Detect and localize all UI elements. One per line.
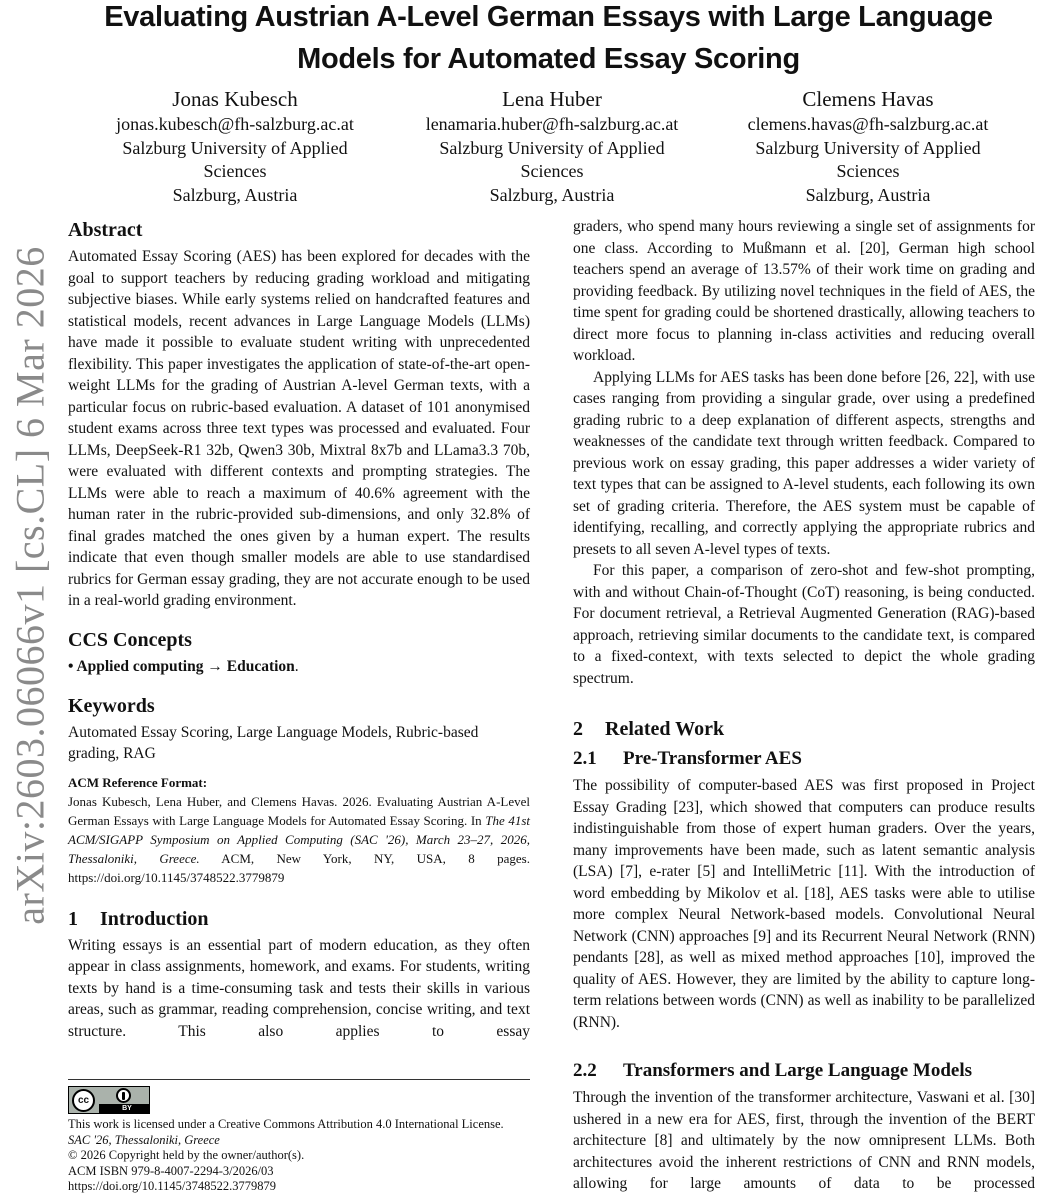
author-card xyxy=(75,86,395,207)
subsection-heading xyxy=(573,1057,1035,1084)
keywords-section xyxy=(68,692,530,765)
abstract-section xyxy=(68,216,530,612)
arxiv-identifier: arXiv:2603.06066v1 [cs.CL] 6 Mar 2026 xyxy=(7,245,53,925)
creative-commons-by-icon[interactable] xyxy=(68,1086,150,1114)
paper-title: Evaluating Austrian A-Level German Essays with Large Language Models for Automated Essay Scoring xyxy=(104,1,993,75)
copyright-text: © 2026 Copyright held by the owner/author(s). xyxy=(68,1148,305,1162)
acm-reference-heading: ACM Reference Format: xyxy=(68,774,208,790)
introduction-paragraph: Applying LLMs for AES tasks has been done before [26, 22], with use cases ranging from providing a singular grade, over using a predefined grading rubric to a deep explanation of different aspects, strengths and weaknesses of the candidate text through written feedback. Compared to previous work on essay grading, this paper addresses a wider variety of text types that can be assigned to A-level students, each following its own set of grading criteria. Therefore, the AES system must be capable of identifying, recalling, and correctly applying the appropriate rubrics and presets to all seven A-level types of texts. xyxy=(573,368,1035,558)
acm-reference-text xyxy=(68,792,530,887)
author-email[interactable]: clemens.havas@fh-salzburg.ac.at xyxy=(747,114,989,134)
acm-reference-suffix: ACM, New York, NY, USA, 8 pages. https://doi.org/10.1145/3748522.3779879 xyxy=(68,850,530,885)
author-affiliation: Salzburg University of Applied xyxy=(439,137,665,158)
subsection-title: Pre-Transformer AES xyxy=(623,748,802,769)
venue-text: SAC '26, Thessaloniki, Greece xyxy=(68,1132,220,1147)
acm-reference-prefix: Jonas Kubesch, Lena Huber, and Clemens Havas. 2026. Evaluating Austrian A-Level German Essays with Large Language Models for Automated Essay Scoring. In xyxy=(68,793,530,828)
arxiv-stamp xyxy=(0,210,60,960)
author-location: Salzburg, Austria xyxy=(489,184,615,205)
attribution-person-icon xyxy=(116,1088,131,1103)
author-name: Lena Huber xyxy=(502,87,602,111)
doi-link[interactable]: https://doi.org/10.1145/3748522.3779879 xyxy=(68,1179,276,1193)
ccs-heading: CCS Concepts xyxy=(68,628,192,651)
license-text: This work is licensed under a Creative Commons Attribution 4.0 International License. xyxy=(68,1117,504,1131)
abstract-heading: Abstract xyxy=(68,219,143,241)
author-affiliation: Salzburg University of Applied xyxy=(755,137,981,158)
cc-icon: cc xyxy=(72,1089,95,1112)
section-number: 2 xyxy=(573,718,583,740)
author-location: Salzburg, Austria xyxy=(172,184,298,205)
related-work-heading xyxy=(573,715,1035,743)
by-label: BY xyxy=(99,1104,149,1113)
related-work-paragraph: The possibility of computer-based AES was first proposed in Project Essay Grading [23], which showed that computers can produce results indistinguishable from those of expert human graders. Over the years, many improvements have been made, such as latent semantic analysis (LSA) [7], e-rater [5] and IntelliMetric [11]. With the introduction of word embedding by Mikolov et al. [18], AES tasks were able to utilise more complex Neural Network-based models. Convolutional Neural Network (CNN) approaches [9] and its Recurrent Neural Network (RNN) pendants [28], as well as mixed method approaches [10], improved the quality of AES. However, they are limited by the ability to capture long-term relations between words (CNN) as well as inability to be parallelized (RNN). xyxy=(573,777,1035,1031)
footer-divider xyxy=(68,1079,530,1080)
introduction-paragraph: For this paper, a comparison of zero-shot and few-shot prompting, with and without Chain-of-Thought (CoT) reasoning, is being conducted. For document retrieval, a Retrieval Augmented Generation (RAG)-based approach, retrieving similar documents to the candidate text, is compared to a fixed-context, with texts selected to depict the whole grading spectrum. xyxy=(573,562,1035,687)
subsection-heading xyxy=(573,745,1035,772)
section-title: Introduction xyxy=(100,907,209,930)
author-affiliation: Salzburg University of Applied xyxy=(122,137,348,158)
introduction-heading xyxy=(68,905,530,933)
left-column xyxy=(68,216,530,1042)
introduction-paragraph-continued: graders, who spend many hours reviewing a single set of assignments for one class. According to Mußmann et al. [20], German high school teachers spend an average of 13.57% of their work time on grading and providing feedback. By utilizing novel techniques in the field of AES, the time spent for grading could be shortened drastically, allowing teachers to direct more focus to planning in-class activities and reducing overall workload. xyxy=(573,218,1035,364)
right-column xyxy=(573,216,1035,1195)
author-affiliation-cont: Sciences xyxy=(520,161,584,181)
abstract-text: Automated Essay Scoring (AES) has been explored for decades with the goal to support teachers by reducing grading workload and mitigating subjective biases. While early systems relied on handcrafted features and statistical models, recent advances in Large Language Models (LLMs) have made it possible to evaluate student writing with unprecedented flexibility. This paper investigates the application of state-of-the-art open-weight LLMs for the grading of Austrian A-level German texts, with a particular focus on rubric-based evaluation. A dataset of 101 anonymised student exams across three text types was processed and evaluated. Four LLMs, DeepSeek-R1 32b, Qwen3 30b, Mixtral 8x7b and LLama3.3 70b, were evaluated with different contexts and prompting strategies. The LLMs were able to reach a maximum of 40.6% agreement with the human rater in the rubric-provided sub-dimensions, and only 32.8% of final grades matched the ones given by a human expert. The results indicate that even though smaller models are able to use standardised rubrics for German essay grading, they are not accurate enough to be used in a real-world grading environment. xyxy=(68,248,530,609)
keywords-heading: Keywords xyxy=(68,694,155,717)
license-footer xyxy=(68,1079,530,1195)
acm-reference-venue: The 41st ACM/SIGAPP Symposium on Applied Computing (SAC '26), March 23–27, 2026, Thessaloniki, Greece. xyxy=(68,812,531,866)
author-email[interactable]: jonas.kubesch@fh-salzburg.ac.at xyxy=(116,114,354,134)
section-title: Related Work xyxy=(605,718,725,740)
acm-reference-section xyxy=(68,773,530,887)
author-name: Jonas Kubesch xyxy=(172,87,298,111)
author-block xyxy=(60,86,1037,206)
subsection-number: 2.2 xyxy=(573,1060,597,1081)
author-card xyxy=(708,86,1028,207)
ccs-concept-period: . xyxy=(294,657,299,675)
introduction-section xyxy=(68,905,530,1043)
related-work-section xyxy=(573,715,1035,1195)
ccs-concept-text: • Applied computing → Education xyxy=(68,657,295,675)
ccs-section xyxy=(68,626,530,678)
author-email[interactable]: lenamaria.huber@fh-salzburg.ac.at xyxy=(425,114,679,134)
ccs-concept-item xyxy=(68,656,530,678)
author-location: Salzburg, Austria xyxy=(805,184,931,205)
author-affiliation-cont: Sciences xyxy=(836,161,900,181)
related-work-paragraph: Through the invention of the transformer architecture, Vaswani et al. [30] ushered in a new era for AES, first, through the invention of the BERT architecture [8] and ultimately by the now omnipresent LLMs. Both architectures avoid the inherent restrictions of CNN and RNN models, allowing for large amounts of data to be processed xyxy=(573,1089,1035,1192)
keywords-text: Automated Essay Scoring, Large Language Models, Rubric-based grading, RAG xyxy=(68,723,479,762)
author-affiliation-cont: Sciences xyxy=(203,161,267,181)
author-card xyxy=(392,86,712,207)
subsection-number: 2.1 xyxy=(573,748,597,769)
section-number: 1 xyxy=(68,907,78,930)
introduction-paragraph: Writing essays is an essential part of modern education, as they often appear in class assignments, homework, and exams. For students, writing texts by hand is a time-consuming task and tests their skills in various areas, such as grammar, reading comprehension, concise writing, and text structure. This also applies to essay xyxy=(68,936,530,1040)
isbn-text: ACM ISBN 979-8-4007-2294-3/2026/03 xyxy=(68,1163,274,1178)
author-name: Clemens Havas xyxy=(802,87,934,111)
subsection-title: Transformers and Large Language Models xyxy=(623,1060,973,1081)
